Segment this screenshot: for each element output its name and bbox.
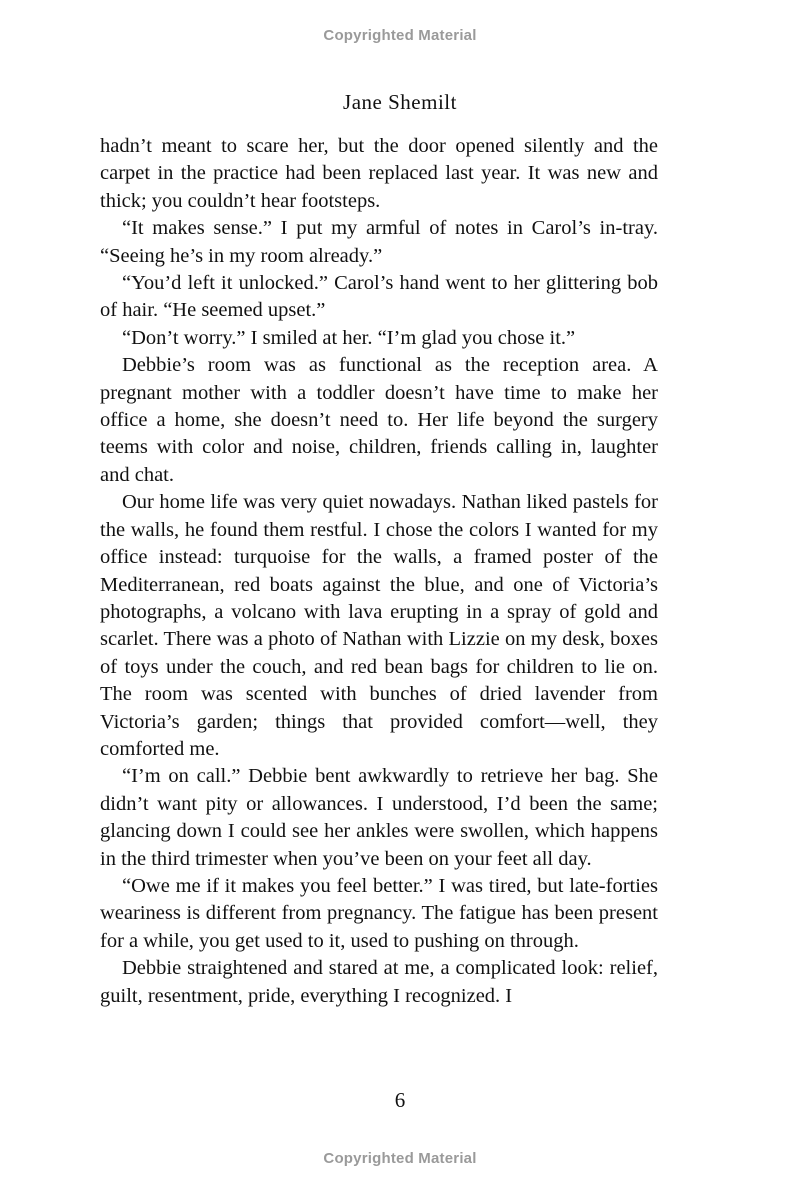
paragraph: Debbie straightened and stared at me, a complicated look: relief, guilt, resentment, pride, everything I recognized. I [100, 957, 658, 1007]
page-body-text [100, 133, 658, 1010]
paragraph: “Don’t worry.” I smiled at her. “I’m glad you chose it.” [122, 326, 576, 349]
paragraph: hadn’t meant to scare her, but the door opened silently and the carpet in the practice had been replaced last year. It was new and thick; you couldn’t hear footsteps. [100, 135, 658, 212]
paragraph: “Owe me if it makes you feel better.” I was tired, but late-forties weariness is different from pregnancy. The fatigue has been present for a while, you get used to it, used to pushing on through. [100, 874, 658, 952]
paragraph: Debbie’s room was as functional as the reception area. A pregnant mother with a toddler doesn’t have time to make her office a home, she doesn’t need to. Her life beyond the surgery teems with color and noise, children, friends calling in, laughter and chat. [100, 354, 658, 486]
copyright-watermark-top: Copyrighted Material [323, 27, 477, 44]
page-number: 6 [394, 1088, 406, 1112]
paragraph: “I’m on call.” Debbie bent awkwardly to retrieve her bag. She didn’t want pity or allowances. I understood, I’d been the same; glancing down I could see her ankles were swollen, which happens in the third trimester when you’ve been on your feet all day. [100, 765, 658, 870]
paragraph: “You’d left it unlocked.” Carol’s hand went to her glittering bob of hair. “He seemed upset.” [100, 272, 658, 322]
copyright-watermark-bottom: Copyrighted Material [323, 1150, 477, 1167]
paragraph: Our home life was very quiet nowadays. Nathan liked pastels for the walls, he found them restful. I chose the colors I wanted for my office instead: turquoise for the walls, a framed poster of the Mediterranean, red boats against the blue, and one of Victoria’s photographs, a volcano with lava erupting in a spray of gold and scarlet. There was a photo of Nathan with Lizzie on my desk, boxes of toys under the couch, and red bean bags for children to lie on. The room was scented with bunches of dried lavender from Victoria’s garden; things that provided comfort—well, they comforted me. [100, 491, 658, 760]
paragraph: “It makes sense.” I put my armful of notes in Carol’s in-tray. “Seeing he’s in my room already.” [100, 217, 658, 267]
running-head-author: Jane Shemilt [343, 90, 457, 114]
